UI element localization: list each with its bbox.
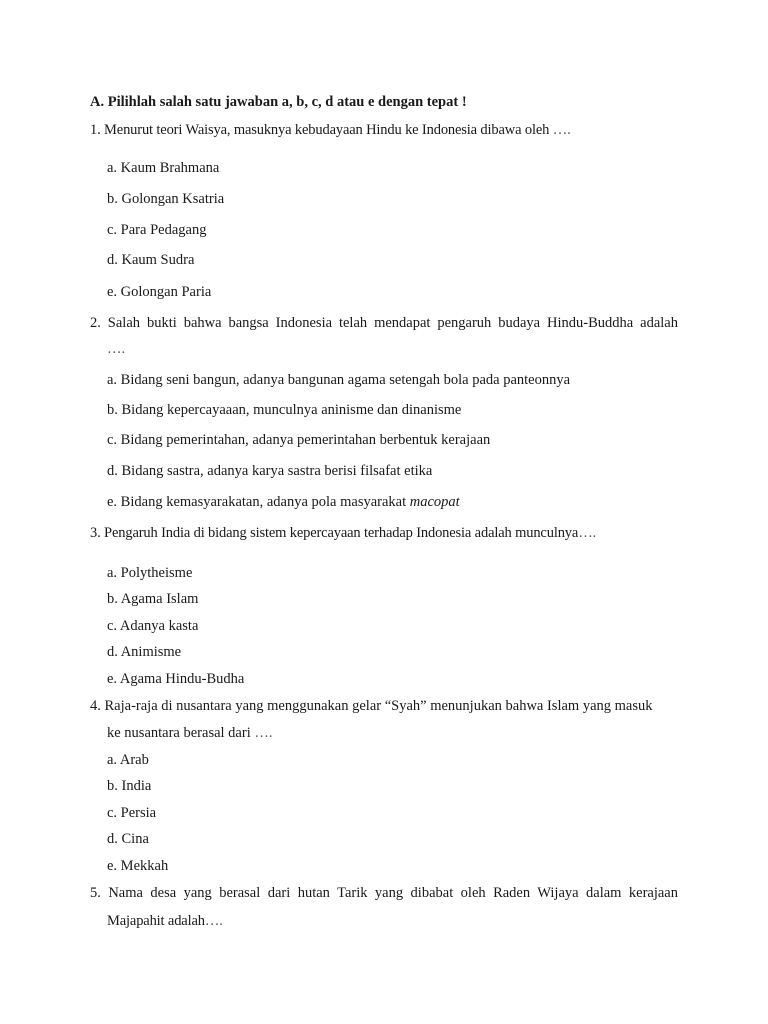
question-2-text: 2. Salah bukti bahwa bangsa Indonesia telah mendapat pengaruh budaya Hindu-Buddha adalah	[90, 315, 678, 331]
question-4-option-d: d. Cina	[107, 831, 149, 847]
question-2-option-d: d. Bidang sastra, adanya karya sastra berisi filsafat etika	[107, 463, 433, 479]
question-4-option-c: c. Persia	[107, 805, 157, 821]
question-2-option-b: b. Bidang kepercayaaan, munculnya aninisme dan dinanisme	[107, 402, 462, 418]
question-2-option-a: a. Bidang seni bangun, adanya bangunan agama setengah bola pada panteonnya	[107, 372, 571, 388]
question-2-option-c: c. Bidang pemerintahan, adanya pemerintahan berbentuk kerajaan	[107, 432, 491, 448]
question-4-dots: ….	[250, 725, 273, 741]
question-3-option-d: d. Animisme	[107, 644, 182, 660]
question-3-dots: ….	[578, 525, 597, 541]
question-5-text: 5. Nama desa yang berasal dari hutan Tarik yang dibabat oleh Raden Wijaya dalam kerajaan	[90, 885, 678, 901]
question-5-line2-text: Majapahit adalah	[107, 913, 205, 929]
question-2-option-e-text: e. Bidang kemasyarakatan, adanya pola masyarakat	[107, 494, 410, 510]
question-3-option-b: b. Agama Islam	[107, 591, 199, 607]
question-1-text: 1. Menurut teori Waisya, masuknya kebudayaan Hindu ke Indonesia dibawa oleh	[90, 122, 550, 138]
question-4-line2-text: ke nusantara berasal dari	[107, 725, 251, 741]
question-4-option-a: a. Arab	[107, 752, 149, 768]
question-1-option-b: b. Golongan Ksatria	[107, 191, 225, 207]
question-1-option-d: d. Kaum Sudra	[107, 252, 195, 268]
question-3	[90, 524, 596, 542]
section-title: A. Pilihlah salah satu jawaban a, b, c, d atau e dengan tepat !	[90, 94, 467, 110]
question-2-option-e-italic: macopat	[409, 494, 460, 510]
question-1-dots: ….	[549, 122, 571, 138]
question-1-option-e: e. Golongan Paria	[107, 284, 212, 300]
question-5-dots: ….	[204, 913, 223, 929]
question-3-option-a: a. Polytheisme	[107, 565, 193, 581]
question-2-option-e	[107, 493, 460, 511]
question-1-option-c: c. Para Pedagang	[107, 222, 207, 238]
question-1	[90, 121, 571, 139]
question-5-line2	[107, 912, 223, 930]
question-1-option-a: a. Kaum Brahmana	[107, 160, 220, 176]
question-3-option-c: c. Adanya kasta	[107, 618, 199, 634]
question-4-option-b: b. India	[107, 778, 152, 794]
question-2-dots: ….	[107, 341, 126, 357]
question-4-line2	[107, 724, 272, 742]
question-3-option-e: e. Agama Hindu-Budha	[107, 671, 245, 687]
question-4-option-e: e. Mekkah	[107, 858, 169, 874]
question-4-text: 4. Raja-raja di nusantara yang menggunakan gelar “Syah” menunjukan bahwa Islam yang masuk	[90, 698, 653, 714]
question-3-text: 3. Pengaruh India di bidang sistem kepercayaan terhadap Indonesia adalah munculnya	[90, 525, 579, 541]
